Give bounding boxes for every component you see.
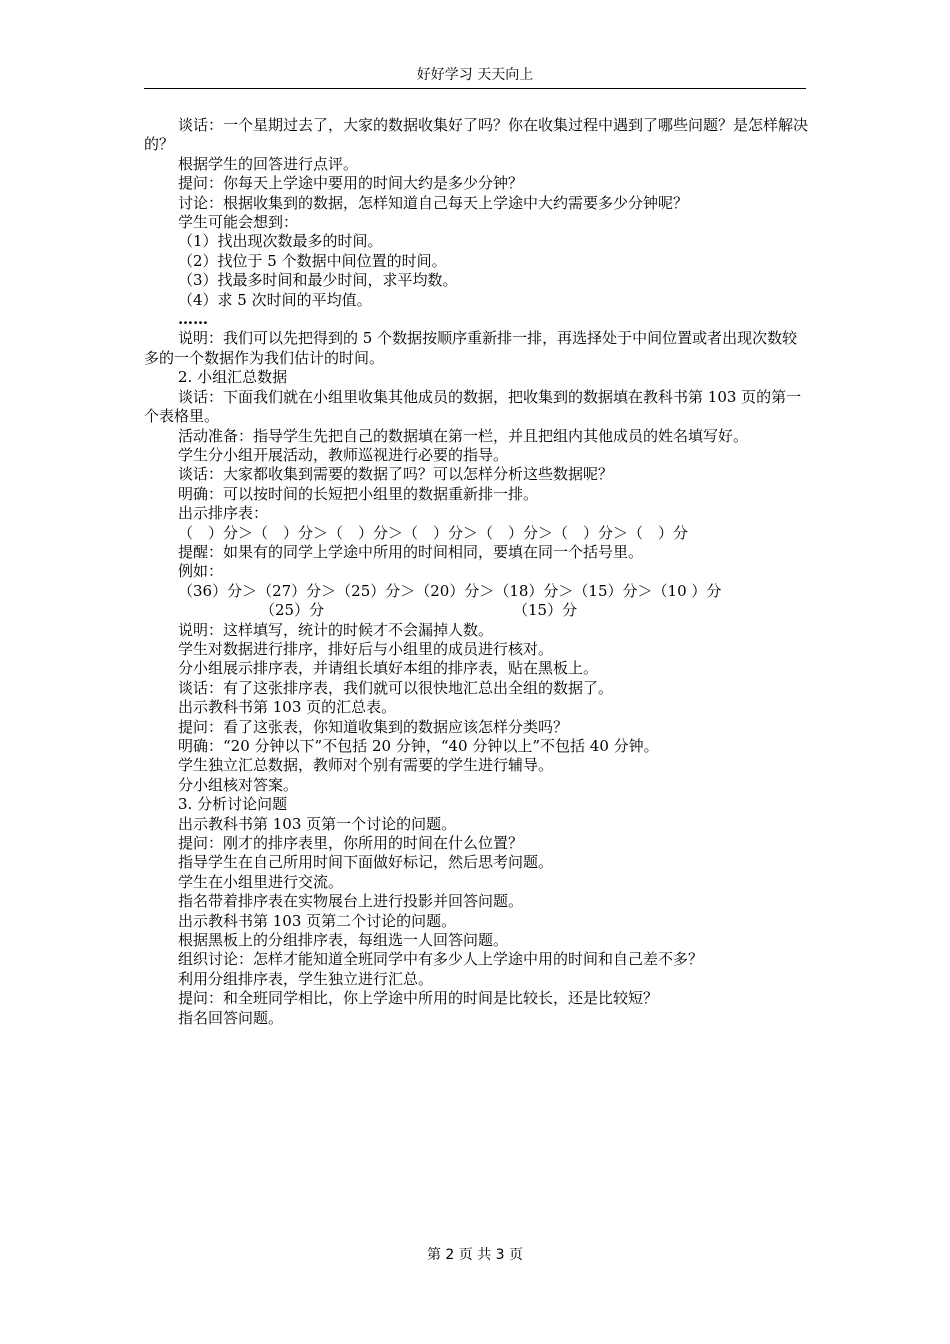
sort-table-template: （ ）分＞（ ）分＞（ ）分＞（ ）分＞（ ）分＞（ ）分＞（ ）分 [178,523,689,542]
paragraph: 谈话：大家都收集到需要的数据了吗？可以怎样分析这些数据呢？ [178,465,614,484]
paragraph: 明确：“20 分钟以下”不包括 20 分钟，“40 分钟以上”不包括 40 分钟。 [178,736,659,755]
sort-example-sub-1: （25）分 [260,601,325,620]
header-divider [144,88,806,89]
paragraph: 说明：我们可以先把得到的 5 个数据按顺序重新排一排，再选择处于中间位置或者出现次数较多的一个数据作为我们估计的时间。 [144,329,798,367]
list-item: （4）求 5 次时间的平均值。 [178,290,372,309]
paragraph: 指导学生在自己所用时间下面做好标记，然后思考问题。 [178,853,554,872]
paragraph: 谈话：一个星期过去了，大家的数据收集好了吗？你在收集过程中遇到了哪些问题？是怎样解决的？ [144,116,809,154]
page-header: 好好学习 天天向上 [416,67,534,83]
sort-example-sub-2: （15）分 [513,601,578,620]
paragraph: 根据学生的回答进行点评。 [178,154,359,173]
paragraph: 学生对数据进行排序，排好后与小组里的成员进行核对。 [178,639,554,658]
paragraph: 出示排序表： [178,504,269,523]
sort-example-line: （36）分＞（27）分＞（25）分＞（20）分＞（18）分＞（15）分＞（10 ）分 [178,581,722,600]
list-item: （1）找出现次数最多的时间。 [178,232,383,251]
paragraph: 出示教科书第 103 页第一个讨论的问题。 [178,814,457,833]
paragraph: 谈话：有了这张排序表，我们就可以很快地汇总出全组的数据了。 [178,678,614,697]
paragraph: 学生在小组里进行交流。 [178,872,344,891]
paragraph: 活动准备：指导学生先把自己的数据填在第一栏，并且把组内其他成员的姓名填写好。 [178,426,749,445]
list-item: （2）找位于 5 个数据中间位置的时间。 [178,251,447,270]
ellipsis: …… [178,310,208,329]
paragraph: 提问：和全班同学相比，你上学途中所用的时间是比较长，还是比较短？ [178,989,659,1008]
list-item: （3）找最多时间和最少时间，求平均数。 [178,271,458,290]
paragraph: 组织讨论：怎样才能知道全班同学中有多少人上学途中用的时间和自己差不多？ [178,950,704,969]
paragraph: 说明：这样填写，统计的时候才不会漏掉人数。 [178,620,494,639]
paragraph: 利用分组排序表，学生独立进行汇总。 [178,969,434,988]
paragraph: 指名回答问题。 [178,1008,284,1027]
section-heading: 2. 小组汇总数据 [178,368,288,387]
paragraph: 指名带着排序表在实物展台上进行投影并回答问题。 [178,892,524,911]
paragraph: 学生分小组开展活动，教师巡视进行必要的指导。 [178,445,509,464]
paragraph: 谈话：下面我们就在小组里收集其他成员的数据，把收集到的数据填在教科书第 103 页的第一个表格里。 [144,387,802,426]
section-heading: 3. 分析讨论问题 [178,795,288,814]
paragraph: 提问：你每天上学途中要用的时间大约是多少分钟？ [178,174,524,193]
paragraph: 分小组展示排序表，并请组长填好本组的排序表，贴在黑板上。 [178,659,599,678]
paragraph: 提问：看了这张表，你知道收集到的数据应该怎样分类吗？ [178,717,569,736]
paragraph: 学生独立汇总数据，教师对个别有需要的学生进行辅导。 [178,756,554,775]
paragraph: 例如： [178,562,224,581]
paragraph: 提醒：如果有的同学上学途中所用的时间相同，要填在同一个括号里。 [178,542,644,561]
paragraph: 出示教科书第 103 页的汇总表。 [178,698,397,717]
paragraph: 明确：可以按时间的长短把小组里的数据重新排一排。 [178,484,539,503]
page-number: 第 2 页 共 3 页 [426,1247,524,1263]
paragraph: 提问：刚才的排序表里，你所用的时间在什么位置？ [178,834,524,853]
paragraph: 学生可能会想到： [178,213,299,232]
paragraph: 出示教科书第 103 页第二个讨论的问题。 [178,911,457,930]
paragraph: 讨论：根据收集到的数据，怎样知道自己每天上学途中大约需要多少分钟呢？ [178,193,689,212]
paragraph: 分小组核对答案。 [178,775,299,794]
sort-example-subline [144,601,808,620]
document-body [144,116,808,1028]
paragraph: 根据黑板上的分组排序表，每组选一人回答问题。 [178,931,509,950]
